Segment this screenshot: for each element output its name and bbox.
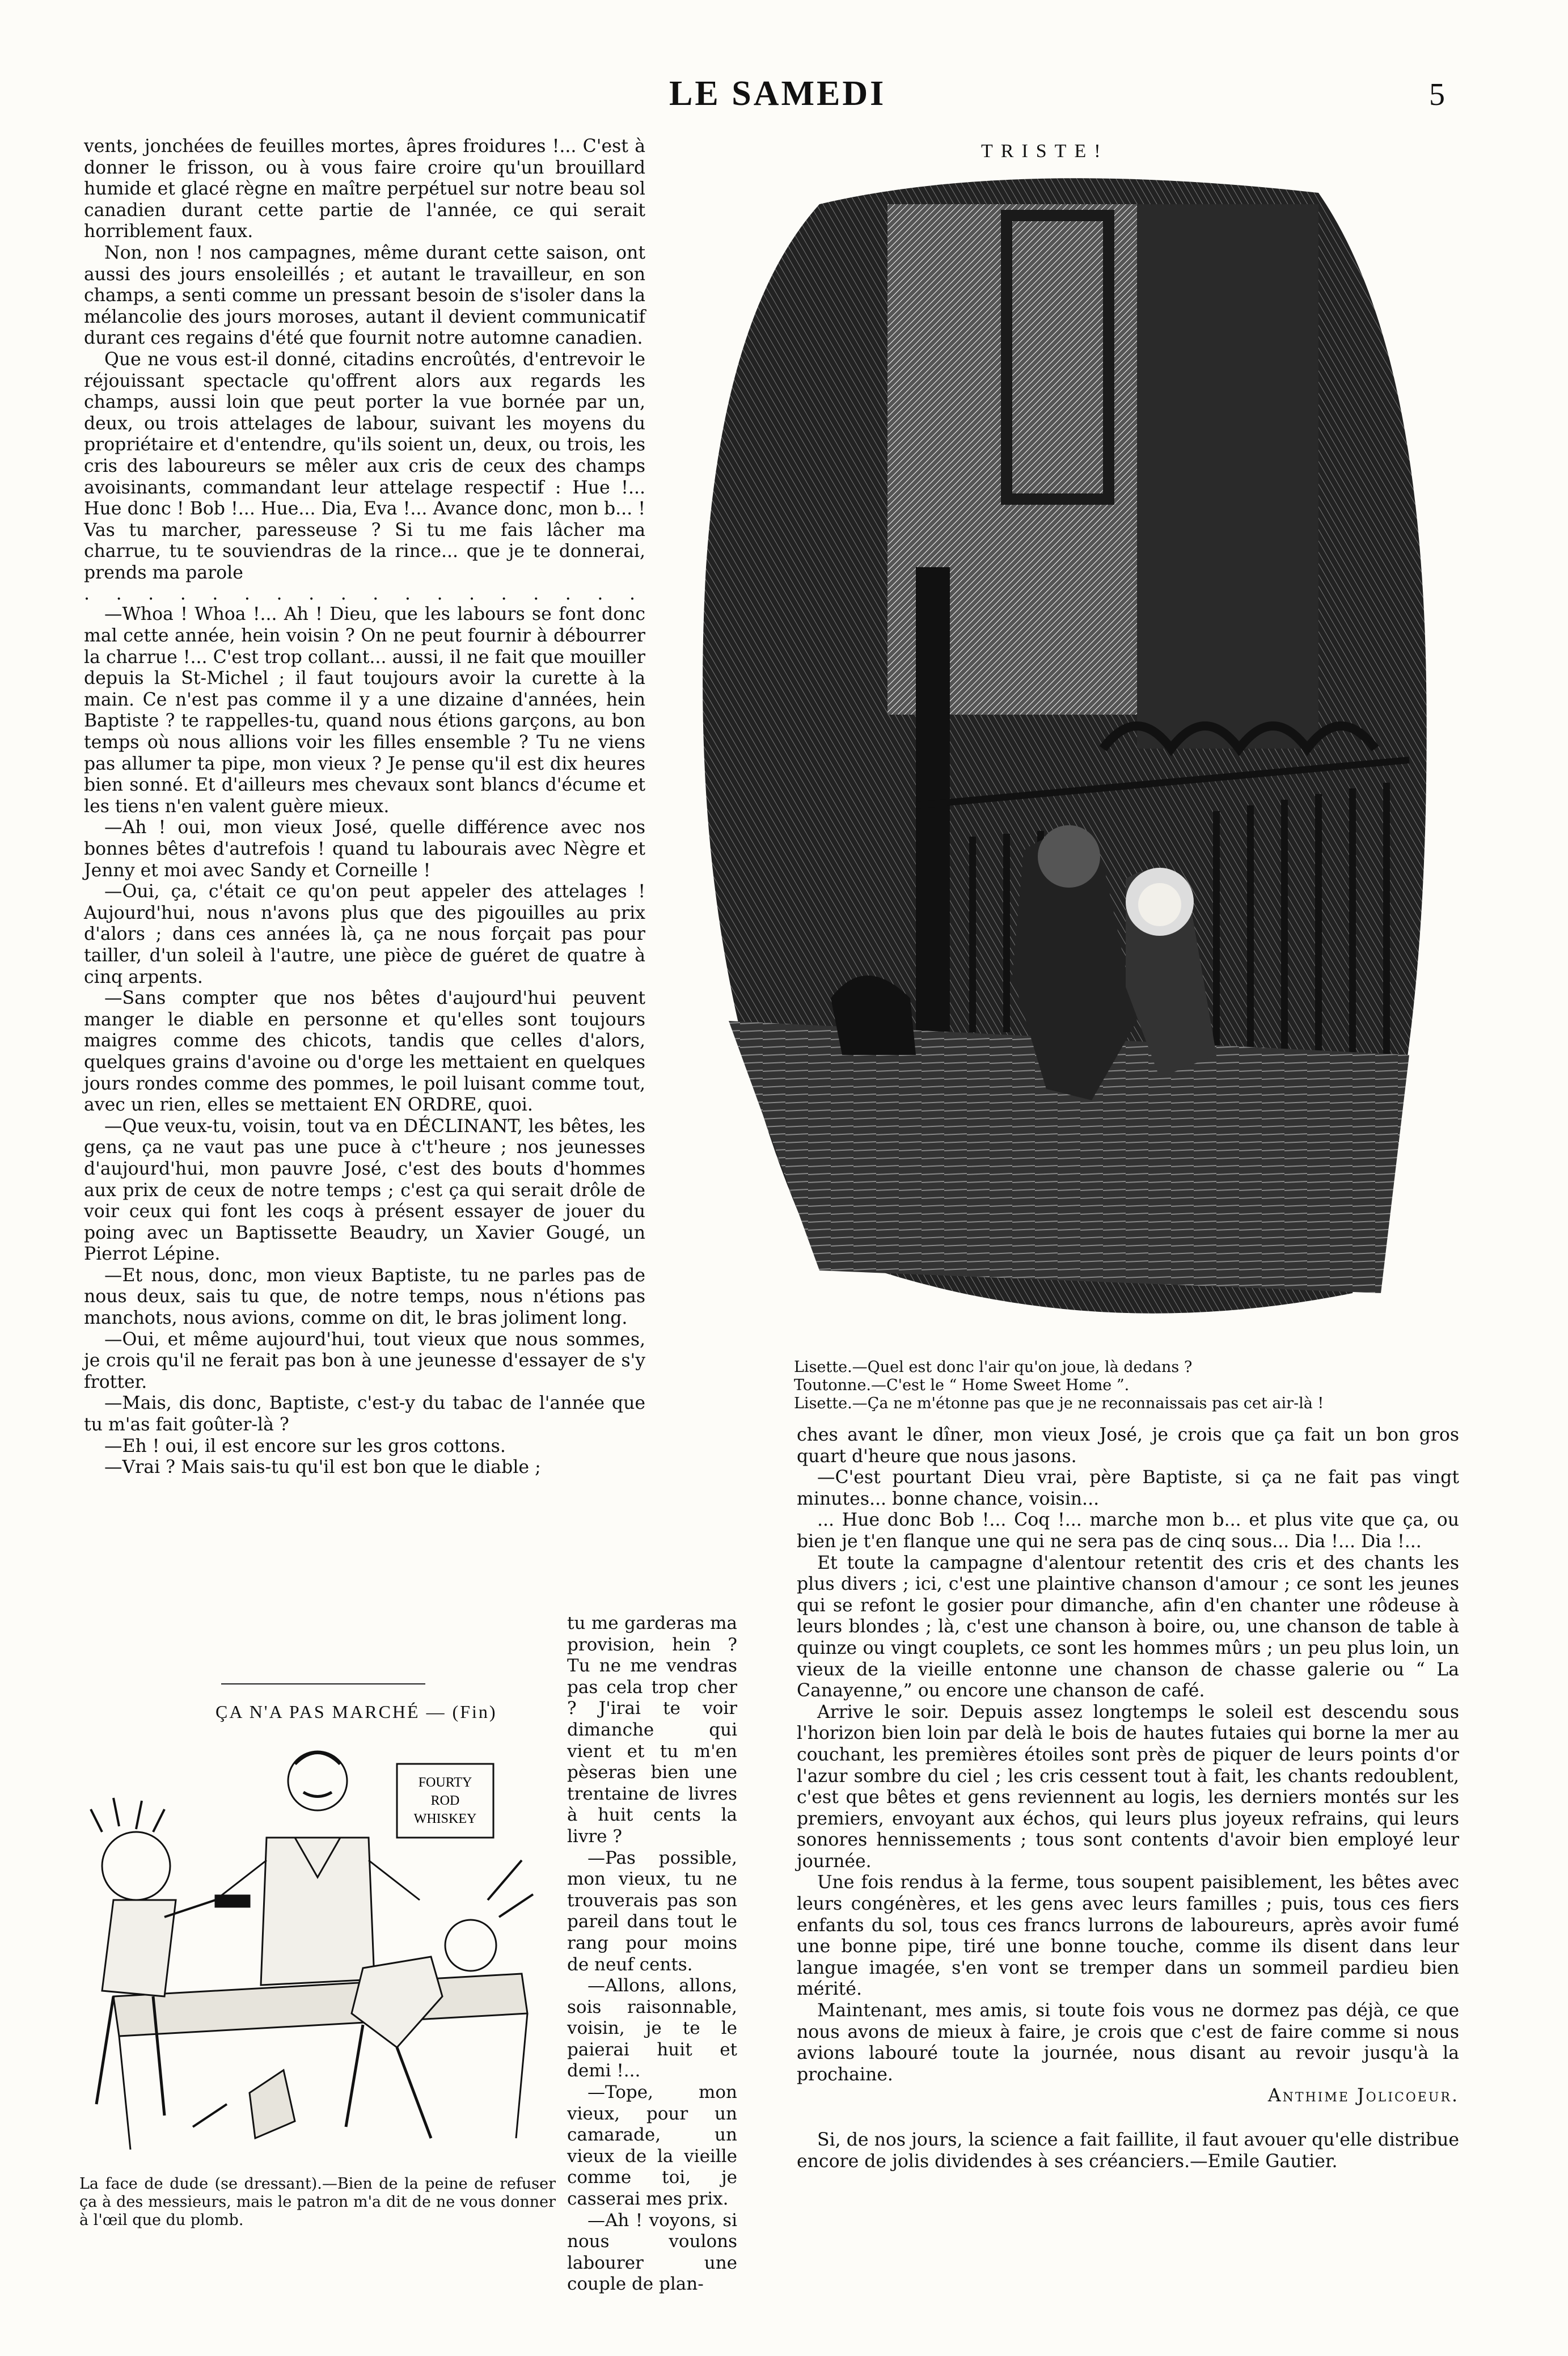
triste-engraving-illustration (672, 170, 1449, 1350)
cartoon-title: ÇA N'A PAS MARCHÉ — (Fin) (215, 1701, 497, 1722)
sign-text-line: FOURTY (418, 1775, 472, 1790)
paragraph: Et toute la campagne d'alentour retentit des cris et des chants les plus divers ; ici, c'est une plaintive chanson d'amour ; ce sont les jeunes qui se refont le gosier pour dimanche, afin d'en chanter une rôdeuse à leurs blondes ; là, c'est une chanson à boire, ou, une chanson de table à quinze ou vingt couplets, ce sont les hommes mûrs ; un peu plus loin, un vieux de la vieille entonne une chanson de chasse galerie ou “ La Canayenne,” ou encore une chanson de café. (797, 1552, 1459, 1701)
caption-line: Toutonne.—C'est le “ Home Sweet Home ”. (794, 1377, 1130, 1394)
paragraph: Non, non ! nos campagnes, même durant cette saison, ont aussi des jours ensoleillés ; et autant le travailleur, en son champs, a senti comme un pressant besoin de s'isoler dans la mélancolie des jours moroses, autant il devient communicatif durant ces regains d'été que fournit notre automne canadien. (84, 242, 645, 349)
paragraph: —Vrai ? Mais sais-tu qu'il est bon que le diable ; (104, 1457, 541, 1478)
dotted-separator: . . . . . . . . . . . . . . . . . . (84, 584, 645, 605)
paragraph: —Mais, dis donc, Baptiste, c'est-y du tabac de l'année que tu m'as fait goûter-là ? (84, 1393, 645, 1435)
narrow-column (567, 1613, 737, 2295)
sign-text-line: WHISKEY (413, 1812, 477, 1826)
paragraph: —Ah ! oui, mon vieux José, quelle différence avec nos bonnes bêtes d'autrefois ! quand tu labourais avec Nègre et Jenny et moi avec Sandy et Corneille ! (84, 817, 645, 881)
paragraph: —Pas possible, mon vieux, tu ne trouverais pas son pareil dans tout le rang pour moins de neuf cents. (567, 1847, 737, 1975)
paragraph: —Eh ! oui, il est encore sur les gros cottons. (104, 1435, 506, 1456)
paragraph: —Tope, mon vieux, pour un camarade, un vieux de la vieille comme toi, je casserai mes prix. (567, 2082, 737, 2210)
paragraph: tu me garderas ma provision, hein ? Tu ne me vendras pas cela trop cher ? J'irai te voir dimanche qui vient et tu m'en pèseras bien une trentaine de livres à huit cents la livre ? (567, 1613, 737, 1847)
saloon-cartoon-illustration (79, 1730, 550, 2161)
paragraph: Maintenant, mes amis, si toute fois vous ne dormez pas déjà, ce que nous avons de mieux à faire, je crois que c'est de faire comme si nous avions labouré toute la journée, nous disant au revoir jusqu'à la prochaine. (797, 2000, 1459, 2085)
paragraph: —Que veux-tu, voisin, tout va en DÉCLINANT, les bêtes, les gens, ça ne vaut pas une puce à c't'heure ; nos jeunesses d'aujourd'hui, mon pauvre José, c'est des bouts d'hommes aux prix de ceux de notre temps ; c'est ça qui serait drôle de voir ceux qui font les coqs à présent essayer de jouer du poing avec un Baptissette Beaudry, un Xavier Gougé, un Pierrot Lépine. (84, 1116, 645, 1265)
paragraph: —Sans compter que nos bêtes d'aujourd'hui peuvent manger le diable en personne et qu'elles sont toujours maigres comme des chicots, tandis que celles d'alors, quelques grains d'avoine ou d'orge les mettaient en quelques jours rondes comme des pommes, le poil luisant comme tout, avec un rien, elles se mettaient EN ORDRE, quoi. (84, 988, 645, 1116)
paragraph: —Et nous, donc, mon vieux Baptiste, tu ne parles pas de nous deux, sais tu que, de notre temps, nous n'étions pas manchots, nous avions, comme on dit, le bras joliment long. (84, 1265, 645, 1329)
sign-text-line: ROD (430, 1793, 460, 1808)
masthead-title: LE SAMEDI (669, 74, 886, 113)
signature: Anthime Jolicoeur. (1267, 2085, 1459, 2106)
paragraph: —Oui, et même aujourd'hui, tout vieux que nous sommes, je crois qu'il ne ferait pas bon à une jeunesse d'essayer de s'y frotter. (84, 1329, 645, 1392)
paragraph: ches avant le dîner, mon vieux José, je crois que ça fait un bon gros quart d'heure que nous jasons. (797, 1425, 1459, 1467)
left-column (84, 136, 645, 1479)
cartoon-caption (79, 2175, 556, 2230)
paragraph: —C'est pourtant Dieu vrai, père Baptiste, si ça ne fait pas vingt minutes... bonne chance, voisin... (797, 1467, 1459, 1509)
paragraph: —Whoa ! Whoa !... Ah ! Dieu, que les labours se font donc mal cette année, hein voisin ? On ne peut fournir à débourrer la charrue !... C'est trop collant... aussi, il ne fait que mouiller depuis la St-Michel ; il faut toujours avoir la curette à la main. Ce n'est pas comme il y a une dizaine d'années, hein Baptiste ? te rappelles-tu, quand nous étions garçons, au bon temps où nous allions voir les filles ensemble ? Tu ne viens pas allumer ta pipe, mon vieux ? Je pense qu'il est dix heures bien sonné. Et d'ailleurs mes chevaux sont blancs d'écume et les tiens n'en valent guère mieux. (84, 604, 645, 817)
right-column (797, 1425, 1459, 2172)
paragraph: —Allons, allons, sois raisonnable, voisin, je te le paierai huit et demi !... (567, 1975, 737, 2081)
paragraph: ... Hue donc Bob !... Coq !... marche mon b... et plus vite que ça, ou bien je t'en flanque une qui ne sera pas de cinq sous... Dia !... Dia !... (797, 1510, 1459, 1552)
page-number: 5 (1429, 77, 1445, 112)
paragraph: Arrive le soir. Depuis assez longtemps le soleil est descendu sous l'horizon bien loin par delà le bois de hautes futaies qui borne la mer au couchant, les premières étoiles sont près de piquer de leurs points d'or l'azur sombre du ciel ; les cris cessent tout à fait, les chants redoublent, c'est que bêtes et gens reviennent au logis, les derniers montés sur les premiers, envoyant aux échos, qui leurs plus joyeux refrains, qui leurs sonores hennissements ; tous sont contents d'avoir bien employé leur journée. (797, 1701, 1459, 1872)
paragraph: vents, jonchées de feuilles mortes, âpres froidures !... C'est à donner le frisson, ou à vous faire croire qu'un brouillard humide et glacé règne en maître perpétuel sur notre beau sol canadien durant cette partie de l'année, ce qui serait horriblement faux. (84, 136, 645, 242)
caption-text: La face de dude (se dressant).—Bien de la peine de refuser ça à des messieurs, mais le patron m'a dit de ne vous donner à l'œil que du plomb. (79, 2175, 556, 2229)
paragraph: —Oui, ça, c'était ce qu'on peut appeler des attelages ! Aujourd'hui, nous n'avons plus que des pigouilles au prix d'alors ; dans ces années là, ça ne nous forçait pas pour tailler, d'un soleil à l'autre, une pièce de guéret de quatre à cinq arpents. (84, 881, 645, 987)
paragraph: —Ah ! voyons, si nous voulons labourer une couple de plan- (567, 2210, 737, 2295)
caption-line: Lisette.—Ça ne m'étonne pas que je ne reconnaissais pas cet air-là ! (794, 1395, 1324, 1412)
caption-line: Lisette.—Quel est donc l'air qu'on joue, là dedans ? (794, 1358, 1193, 1376)
cartoon-top-rule (221, 1683, 425, 1684)
illustration-title: TRISTE! (981, 141, 1109, 162)
paragraph: Une fois rendus à la ferme, tous soupent paisiblement, les bêtes avec leurs congénères, et les gens avec leurs familles ; puis, tous ces fiers enfants du sol, tous ces francs lurrons de laboureurs, après avoir fumé une bonne pipe, tiré une bonne touche, comme ils disent dans leur langue imagée, s'en vont se tremper dans un sommeil pardieu bien mérité. (797, 1872, 1459, 2000)
closing-quote: Si, de nos jours, la science a fait faillite, il faut avouer qu'elle distribue encore de jolis dividendes à ses créanciers.—Emile Gautier. (797, 2130, 1459, 2172)
illustration-caption (794, 1358, 1457, 1413)
paragraph: Que ne vous est-il donné, citadins encroûtés, d'entrevoir le réjouissant spectacle qu'offrent alors aux regards les champs, aussi loin que peut porter la vue bornée par un, deux, ou trois attelages de labour, suivant les moyens du propriétaire et d'entendre, qu'ils soient un, deux, ou trois, les cris des laboureurs se mêler aux cris de ceux des champs avoisinants, commandant leur attelage respectif : Hue !... Hue donc ! Bob !... Hue... Dia, Eva !... Avance donc, mon b... ! Vas tu marcher, paresseuse ? Si tu me fais lâcher ma charrue, tu te souviendras de la rince... que je te donnerai, prends ma parole (84, 349, 645, 583)
